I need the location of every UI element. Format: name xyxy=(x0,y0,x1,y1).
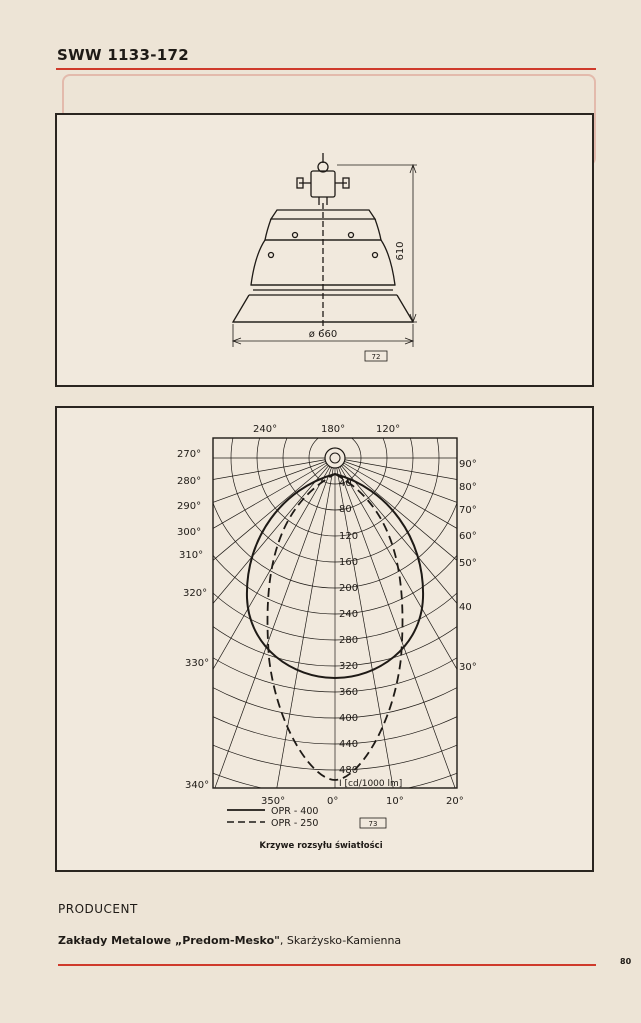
angle-290: 290° xyxy=(177,501,202,512)
height-dimension: 610 xyxy=(395,241,406,261)
page-number: 80 xyxy=(620,957,632,966)
legend-opr-400: OPR - 400 xyxy=(271,806,319,817)
radial-label: 480 xyxy=(339,765,359,776)
radial-label: 280 xyxy=(339,635,359,646)
angle-120: 120° xyxy=(376,424,401,435)
grid-circle xyxy=(57,408,592,796)
angle-180: 180° xyxy=(321,424,346,435)
lamp-drawing xyxy=(57,115,592,385)
angle-40: 40 xyxy=(459,602,472,613)
diagram-ref: 73 xyxy=(368,820,378,828)
producer-city: , Skarżysko-Kamienna xyxy=(279,934,402,947)
angle-300: 300° xyxy=(177,527,202,538)
radial-label: 400 xyxy=(339,713,359,724)
unit-label: I [cd/1000 lm] xyxy=(339,779,403,789)
radial-label: 320 xyxy=(339,661,359,672)
angle-350: 350° xyxy=(261,796,286,807)
document-code: SWW 1133-172 xyxy=(57,46,190,64)
angle-60: 60° xyxy=(459,531,477,542)
angle-320: 320° xyxy=(183,588,208,599)
diagram-caption: Krzywe rozsyłu światłości xyxy=(259,841,383,851)
producent-heading: PRODUCENT xyxy=(58,902,138,916)
radial-label: 360 xyxy=(339,687,359,698)
angle-10: 10° xyxy=(386,796,404,807)
grid-circle xyxy=(57,408,592,770)
angle-330: 330° xyxy=(185,658,210,669)
radial-label: 80 xyxy=(339,504,352,515)
drawing-ref: 72 xyxy=(371,353,381,361)
angle-30: 30° xyxy=(459,662,477,673)
angle-70: 70° xyxy=(459,505,477,516)
polar-diagram-panel xyxy=(55,406,594,872)
radial-label: 120 xyxy=(339,531,359,542)
producer-name: Zakłady Metalowe „Predom-Mesko" xyxy=(58,934,280,947)
lamp-drawing-panel xyxy=(55,113,594,387)
angle-310: 310° xyxy=(179,550,204,561)
radial-label: 200 xyxy=(339,583,359,594)
radial-label: 240 xyxy=(339,609,359,620)
radial-label: 160 xyxy=(339,557,359,568)
angle-90: 90° xyxy=(459,459,477,470)
diameter-dimension: ø 660 xyxy=(308,329,338,340)
radial-label: 440 xyxy=(339,739,359,750)
polar-diagram xyxy=(57,408,592,870)
footer-rule xyxy=(58,964,596,966)
producer-line xyxy=(58,934,401,947)
radial-label: 40 xyxy=(339,478,352,489)
angle-20: 20° xyxy=(446,796,464,807)
legend-opr-250: OPR - 250 xyxy=(271,818,319,829)
angle-50: 50° xyxy=(459,558,477,569)
angle-0: 0° xyxy=(327,796,339,807)
angle-270: 270° xyxy=(177,449,202,460)
angle-280: 280° xyxy=(177,476,202,487)
angle-340: 340° xyxy=(185,780,210,791)
header-rule xyxy=(56,68,596,70)
angle-240: 240° xyxy=(253,424,278,435)
angle-80: 80° xyxy=(459,482,477,493)
junction-box xyxy=(311,171,335,197)
